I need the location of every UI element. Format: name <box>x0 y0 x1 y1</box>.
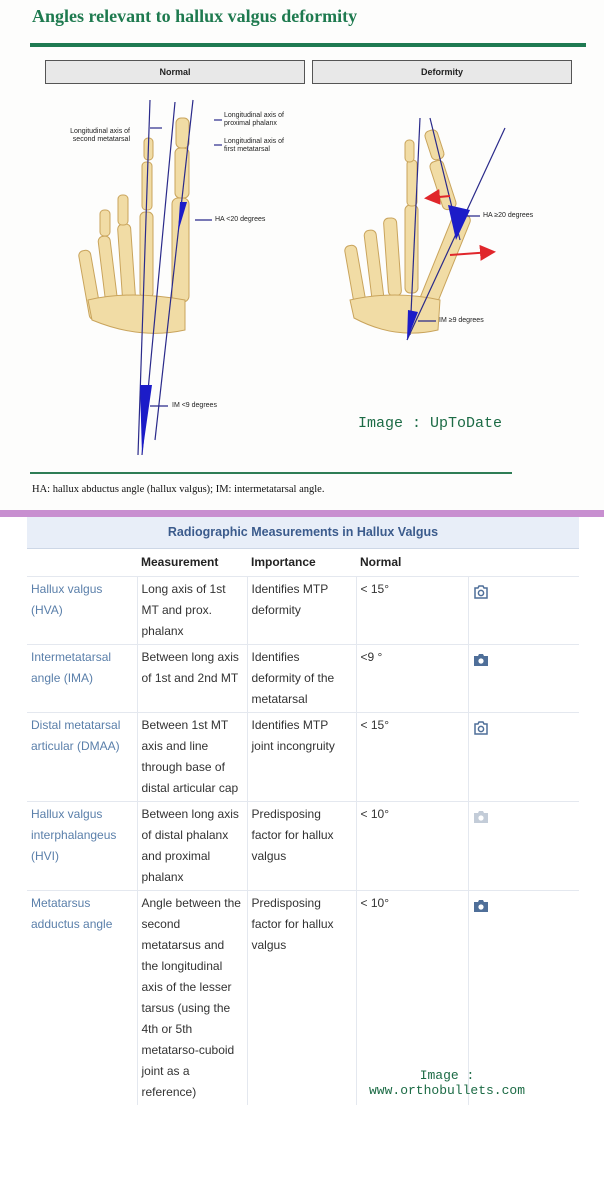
header-importance: Importance <box>251 555 316 569</box>
row-measurement: Between 1st MT axis and line through base of distal articular cap <box>137 713 247 802</box>
camera-icon[interactable] <box>473 810 489 831</box>
row-name[interactable]: Distal metatarsal articular (DMAA) <box>27 713 137 802</box>
watermark-line-2: www.orthobullets.com <box>368 1083 526 1098</box>
normal-heading: Normal <box>45 60 305 84</box>
camera-icon[interactable] <box>473 585 489 606</box>
table-row <box>27 577 579 645</box>
row-image-cell <box>468 802 579 891</box>
figure-panel <box>0 0 604 510</box>
image-credit: Image : UpToDate <box>358 415 503 432</box>
row-name[interactable]: Hallux valgus (HVA) <box>27 577 137 645</box>
camera-icon[interactable] <box>473 653 489 674</box>
table-title: Radiographic Measurements in Hallux Valgus <box>27 517 579 549</box>
orthobullets-watermark <box>336 1068 558 1098</box>
table-row <box>27 713 579 802</box>
table-row <box>27 802 579 891</box>
label-im-deformity: IM ≥9 degrees <box>439 317 484 324</box>
row-normal: <9 ° <box>356 645 468 713</box>
row-measurement: Between long axis of 1st and 2nd MT <box>137 645 247 713</box>
row-importance: Predisposing factor for hallux valgus <box>247 802 356 891</box>
camera-icon[interactable] <box>473 721 489 742</box>
caption-rule <box>30 472 512 474</box>
header-measurement: Measurement <box>141 555 219 569</box>
row-importance: Identifies MTP deformity <box>247 577 356 645</box>
row-normal: < 10° <box>356 802 468 891</box>
row-measurement: Between long axis of distal phalanx and proximal phalanx <box>137 802 247 891</box>
label-second-metatarsal: Longitudinal axis of second metatarsal <box>70 128 130 143</box>
row-normal: < 15° <box>356 577 468 645</box>
row-name[interactable]: Metatarsus adductus angle <box>27 891 137 1106</box>
row-name[interactable]: Hallux valgus interphalangeus (HVI) <box>27 802 137 891</box>
row-normal: < 15° <box>356 713 468 802</box>
row-importance: Identifies MTP joint incongruity <box>247 713 356 802</box>
deformity-foot-bones <box>344 129 472 334</box>
row-image-cell <box>468 577 579 645</box>
table-header-row <box>27 549 579 577</box>
deformity-heading: Deformity <box>312 60 572 84</box>
header-normal: Normal <box>360 555 402 569</box>
label-ha-normal: HA <20 degrees <box>215 216 266 223</box>
row-importance: Predisposing factor for hallux valgus <box>247 891 356 1106</box>
row-normal: < 10° <box>356 891 468 1106</box>
label-first-metatarsal: Longitudinal axis of first metatarsal <box>224 138 284 153</box>
header-cell-image <box>468 549 579 577</box>
header-cell-empty <box>27 549 137 577</box>
row-name[interactable]: Intermetatarsal angle (IMA) <box>27 645 137 713</box>
normal-foot-bones <box>78 118 189 333</box>
row-image-cell <box>468 713 579 802</box>
watermark-line-1: Image : <box>419 1068 475 1083</box>
row-image-cell <box>468 645 579 713</box>
row-measurement: Long axis of 1st MT and prox. phalanx <box>137 577 247 645</box>
table-row <box>27 645 579 713</box>
page-title: Angles relevant to hallux valgus deformity <box>32 6 358 26</box>
camera-icon[interactable] <box>473 899 489 920</box>
label-proximal-phalanx: Longitudinal axis of proximal phalanx <box>224 112 284 127</box>
row-measurement: Angle between the second metatarsus and the longitudinal axis of the lesser tarsus (using the 4th or 5th metatarso-cuboid joint as a reference) <box>137 891 247 1106</box>
figure-caption: HA: hallux abductus angle (hallux valgus); IM: intermetatarsal angle. <box>32 484 325 495</box>
label-im-normal: IM <9 degrees <box>172 402 217 409</box>
label-ha-deformity: HA ≥20 degrees <box>483 212 534 219</box>
row-importance: Identifies deformity of the metatarsal <box>247 645 356 713</box>
section-divider <box>0 510 604 517</box>
foot-diagrams <box>0 0 604 470</box>
